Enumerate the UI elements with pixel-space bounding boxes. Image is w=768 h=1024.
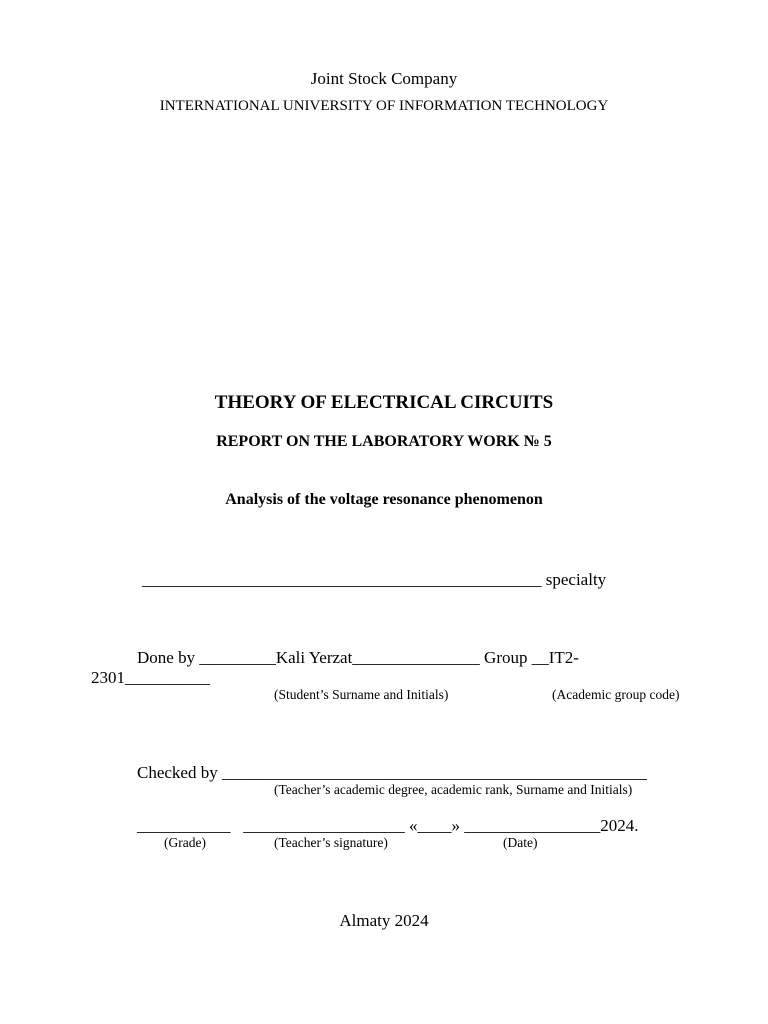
checked-by-line: Checked by __________________________________________________ bbox=[137, 763, 647, 782]
grading-line: ___________ ___________________ «____» ________________2024. bbox=[137, 816, 639, 835]
grade-caption: (Grade) bbox=[164, 835, 206, 850]
signature-caption: (Teacher’s signature) bbox=[274, 835, 388, 850]
specialty-line: _______________________________________________ specialty bbox=[142, 570, 607, 589]
course-title: THEORY OF ELECTRICAL CIRCUITS bbox=[214, 392, 554, 413]
student-name-caption: (Student’s Surname and Initials) bbox=[274, 687, 449, 702]
date-caption: (Date) bbox=[503, 835, 538, 850]
city-year: Almaty 2024 bbox=[339, 911, 429, 930]
company-type: Joint Stock Company bbox=[310, 69, 458, 88]
university-name: INTERNATIONAL UNIVERSITY OF INFORMATION TECHNOLOGY bbox=[159, 98, 609, 114]
topic-title: Analysis of the voltage resonance phenomenon bbox=[225, 491, 543, 508]
group-code-caption: (Academic group code) bbox=[552, 687, 680, 702]
done-by-line-continued: 2301__________ bbox=[91, 668, 210, 687]
teacher-info-caption: (Teacher’s academic degree, academic rank, Surname and Initials) bbox=[274, 782, 633, 797]
done-by-line: Done by _________Kali Yerzat_______________ Group __IT2- bbox=[137, 648, 579, 667]
report-title: REPORT ON THE LABORATORY WORK № 5 bbox=[216, 433, 552, 450]
